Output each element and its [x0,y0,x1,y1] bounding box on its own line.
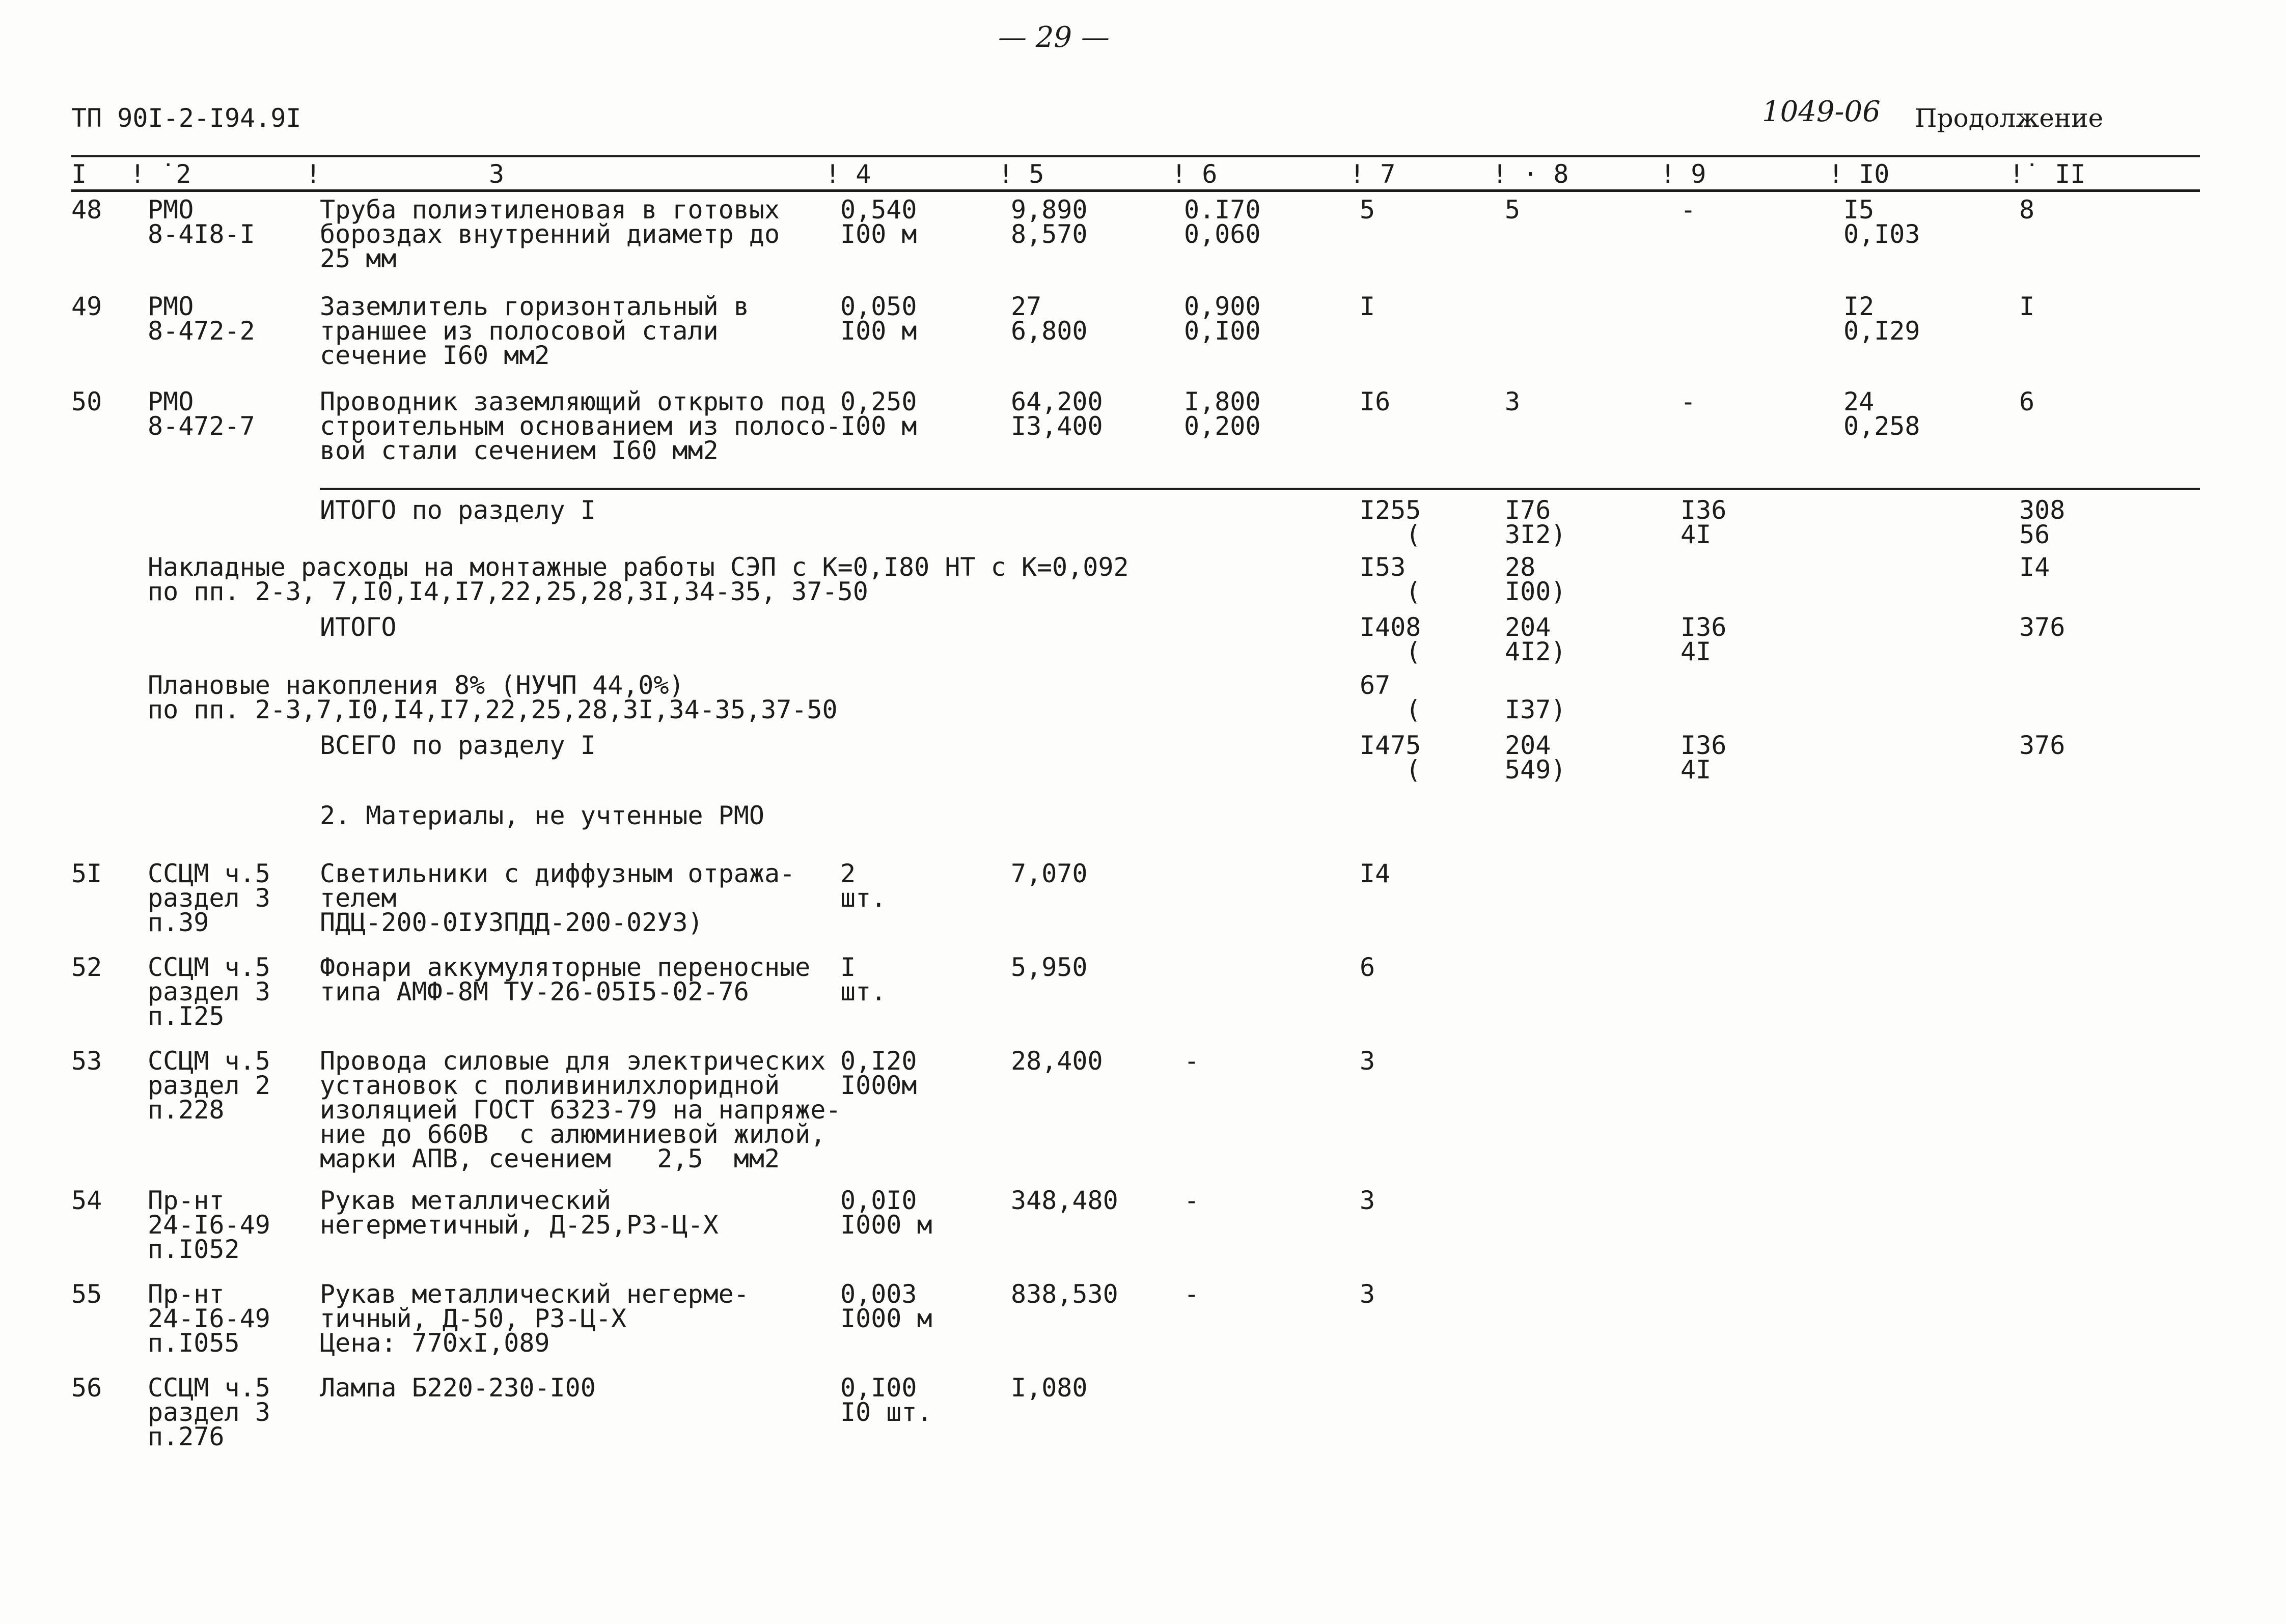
totals-col-11: 376 [2019,612,2065,642]
totals-col-8: 204 549) [1505,731,1566,785]
totals-col-8: 28 I00) [1505,552,1566,606]
row-col-5: I,080 [1011,1373,1088,1403]
totals-col-11: 376 [2019,731,2065,760]
row-description: Провода силовые для электрических установок с поливинилхлоридной изоляцией ГОСТ 6323-79 на напряже- ние до 660В с алюминиевой жилой, марки АПВ, сечением 2,5 мм2 [320,1046,841,1173]
totals-col-8: I37) [1505,695,1566,724]
header-col-11: !˙ II [2009,159,2086,189]
totals-label: Плановые накопления 8% (НУЧП 44,0%) по пп. 2-3,7,I0,I4,I7,22,25,28,3I,34-35,37-50 [148,670,838,724]
row-col-8: 5 [1505,195,1521,225]
row-code: Пр-нт 24-I6-49 п.I055 [148,1279,270,1358]
row-description: Рукав металлический негерме- тичный, Д-50, Р3-Ц-Х Цена: 770хI,089 [320,1279,749,1358]
row-col-5: 7,070 [1011,859,1088,888]
row-col-4: 0,250 I00 м [840,387,917,441]
row-code: РМО 8-472-2 [148,292,255,346]
row-code: ССЦМ ч.5 раздел 2 п.228 [148,1046,270,1125]
section-2-title: 2. Материалы, не учтенные РМО [320,801,764,830]
header-col-10: ! I0 [1828,159,1890,189]
row-number: 54 [71,1186,102,1215]
totals-col-9: I36 4I [1681,612,1727,666]
row-col-8: 3 [1505,387,1521,416]
row-col-6: 0,900 0,I00 [1184,292,1261,346]
row-col-5: 5,950 [1011,953,1088,982]
totals-col-8: 204 4I2) [1505,612,1566,666]
row-col-7: 3 [1360,1186,1375,1215]
row-description: Светильники с диффузным отража- телем ПДЦ-200-0IУ3ПДД-200-02У3) [320,859,795,937]
row-col-11: 6 [2019,387,2035,416]
page-number: — 29 — [998,21,1110,54]
row-col-6: 0.I70 0,060 [1184,195,1261,249]
header-bottom-rule [71,189,2200,192]
handwritten-code: 1049-06 [1762,95,1881,128]
totals-col-8: I76 3I2) [1505,495,1566,549]
totals-col-9: I36 4I [1681,495,1727,549]
row-col-7: 6 [1360,953,1375,982]
row-description: Лампа Б220-230-I00 [320,1373,596,1403]
header-col-1: I [71,159,87,189]
row-col-4: 0,540 I00 м [840,195,917,249]
row-code: ССЦМ ч.5 раздел 3 п.276 [148,1373,270,1451]
row-col-5: 28,400 [1011,1046,1103,1076]
header-col-5: ! 5 [998,159,1044,189]
totals-col-11: 308 56 [2019,495,2065,549]
header-col-4: ! 4 [825,159,871,189]
row-col-9: - [1681,195,1696,225]
row-code: РМО 8-4I8-I [148,195,255,249]
totals-col-9: I36 4I [1681,731,1727,785]
totals-label: Накладные расходы на монтажные работы СЭП с К=0,I80 НТ с К=0,092 по пп. 2-3, 7,I0,I4,I7,22,25,28,3I,34-35, 37-50 [148,552,1129,606]
row-col-7: 5 [1360,195,1375,225]
row-code: РМО 8-472-7 [148,387,255,441]
row-col-7: I6 [1360,387,1391,416]
totals-col-7: 67 ( [1360,670,1421,724]
row-col-7: I4 [1360,859,1391,888]
header-col-7: ! 7 [1349,159,1396,189]
row-code: ССЦМ ч.5 раздел 3 п.39 [148,859,270,937]
row-col-4: 0,003 I000 м [840,1279,932,1333]
row-col-11: I [2019,292,2035,321]
row-col-4: 0,0I0 I000 м [840,1186,932,1240]
row-description: Рукав металлический негерметичный, Д-25,Р3-Ц-Х [320,1186,719,1240]
row-col-4: 2 шт. [840,859,887,913]
row-col-5: 348,480 [1011,1186,1118,1215]
row-col-4: 0,I00 I0 шт. [840,1373,932,1427]
row-code: ССЦМ ч.5 раздел 3 п.I25 [148,953,270,1031]
totals-col-7: I53 ( [1360,552,1421,606]
row-number: 48 [71,195,102,225]
row-col-7: 3 [1360,1046,1375,1076]
row-number: 55 [71,1279,102,1309]
header-col-8: ! · 8 [1492,159,1569,189]
totals-col-7: I475 ( [1360,731,1421,785]
row-description: Труба полиэтиленовая в готовых бороздах внутренний диаметр до 25 мм [320,195,780,273]
continuation-label: Продолжение [1915,103,2104,133]
row-col-7: 3 [1360,1279,1375,1309]
totals-col-7: I408 ( [1360,612,1421,666]
row-number: 49 [71,292,102,321]
totals-col-7: I255 ( [1360,495,1421,549]
row-number: 53 [71,1046,102,1076]
row-col-5: 64,200 I3,400 [1011,387,1103,441]
row-number: 50 [71,387,102,416]
row-col-10: 24 0,258 [1843,387,1920,441]
row-col-9: - [1681,387,1696,416]
row-col-10: I5 0,I03 [1843,195,1920,249]
row-col-11: 8 [2019,195,2035,225]
header-col-2: ! ˙2 [130,159,191,189]
header-col-3: 3 [489,159,505,189]
row-number: 56 [71,1373,102,1403]
row-col-4: I шт. [840,953,887,1006]
totals-rule [320,488,2200,490]
header-col-6: ! 6 [1171,159,1218,189]
totals-label: ИТОГО [320,612,397,642]
row-number: 52 [71,953,102,982]
row-col-5: 27 6,800 [1011,292,1088,346]
header-col-9: ! 9 [1660,159,1706,189]
row-description: Проводник заземляющий открыто под строительным основанием из полосо- вой стали сечением I60 мм2 [320,387,841,465]
row-col-7: I [1360,292,1375,321]
row-col-4: 0,I20 I000м [840,1046,917,1100]
header-top-rule [71,155,2200,157]
row-col-6: - [1184,1279,1200,1309]
row-description: Заземлитель горизонтальный в траншее из полосовой стали сечение I60 мм2 [320,292,749,370]
row-col-5: 9,890 8,570 [1011,195,1088,249]
row-col-6: I,800 0,200 [1184,387,1261,441]
totals-col-11: I4 [2019,552,2050,582]
row-col-10: I2 0,I29 [1843,292,1920,346]
totals-label: ВСЕГО по разделу I [320,731,596,760]
row-description: Фонари аккумуляторные переносные типа АМФ-8М ТУ-26-05I5-02-76 [320,953,811,1006]
row-code: Пр-нт 24-I6-49 п.I052 [148,1186,270,1264]
totals-label: ИТОГО по разделу I [320,495,596,525]
row-col-6: - [1184,1186,1200,1215]
row-col-4: 0,050 I00 м [840,292,917,346]
row-col-6: - [1184,1046,1200,1076]
row-number: 5I [71,859,102,888]
header-sep-3: ! [306,159,321,189]
document-code: ТП 90I-2-I94.9I [71,103,301,133]
row-col-5: 838,530 [1011,1279,1118,1309]
